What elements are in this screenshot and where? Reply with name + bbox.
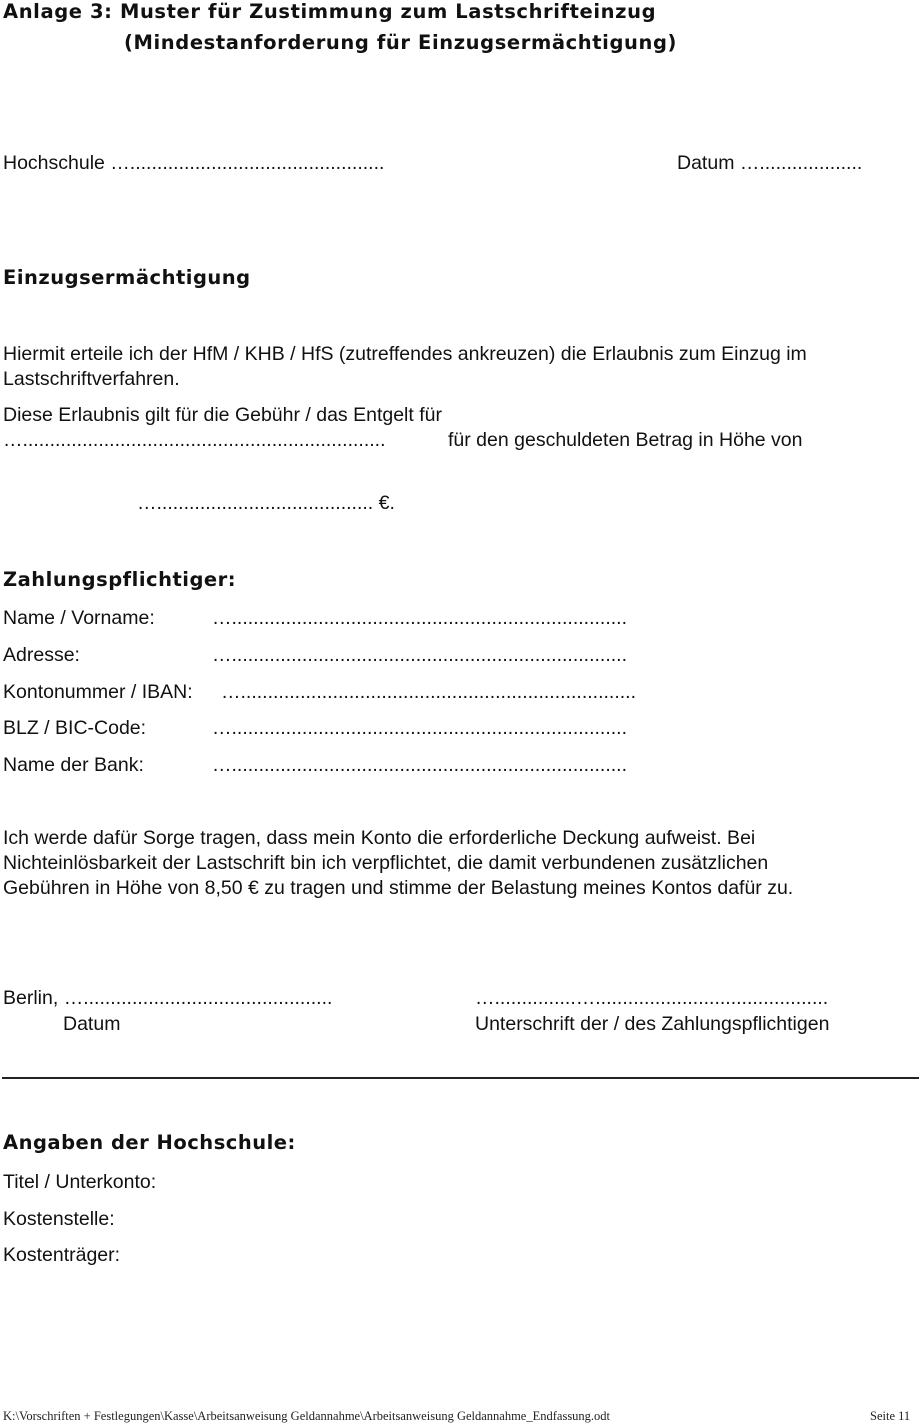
betrag-text: für den geschuldeten Betrag in Höhe von [448, 429, 803, 451]
iban-label: Kontonummer / IBAN: [3, 681, 193, 703]
footer-file-path: K:\Vorschriften + Festlegungen\Kasse\Arbeitsanweisung Geldannahme\Arbeitsanweisung Geldannahme_Endfassung.odt [3, 1409, 611, 1423]
bic-dots: …......................................................................... [212, 717, 627, 739]
pledge-line-3: Gebühren in Höhe von 8,50 € zu tragen und stimme der Belastung meines Kontos dafür zu. [3, 877, 794, 899]
school-heading: Angaben der Hochschule: [3, 1131, 296, 1154]
betrag-field: …........................................ €. [137, 492, 395, 514]
adresse-dots: …......................................................................... [212, 644, 627, 666]
signature-field: …...............…........................................... [475, 987, 829, 1009]
entgelt-text: Diese Erlaubnis gilt für die Gebühr / das Entgelt für [3, 404, 442, 426]
place-date-field: Berlin, ….............................................. [3, 987, 333, 1009]
adresse-label: Adresse: [3, 644, 80, 666]
signature-label: Unterschrift der / des Zahlungspflichtigen [475, 1013, 830, 1035]
date-label: Datum [63, 1013, 121, 1035]
name-vorname-dots: …......................................................................... [212, 607, 627, 629]
payer-heading: Zahlungspflichtiger: [3, 568, 237, 591]
iban-dots: …......................................................................... [221, 681, 636, 703]
pledge-line-1: Ich werde dafür Sorge tragen, dass mein Konto die erforderliche Deckung aufweist. Bei [3, 827, 756, 849]
einzug-heading: Einzugsermächtigung [3, 266, 251, 289]
pledge-line-2: Nichteinlösbarkeit der Lastschrift bin ich verpflichtet, die damit verbundenen zusätzlichen [3, 852, 769, 874]
bic-label: BLZ / BIC-Code: [3, 717, 147, 739]
datum-field: Datum …................... [677, 152, 863, 174]
name-vorname-label: Name / Vorname: [3, 607, 155, 629]
entgelt-dots: …................................................................... [3, 429, 386, 451]
kostentraeger-label: Kostenträger: [3, 1244, 121, 1266]
kostenstelle-label: Kostenstelle: [3, 1208, 115, 1230]
titel-unterkonto-label: Titel / Unterkonto: [3, 1171, 157, 1193]
document-title: Anlage 3: Muster für Zustimmung zum Lastschrifteinzug [3, 0, 657, 23]
document-subtitle: (Mindestanforderung für Einzugsermächtigung) [124, 31, 678, 54]
einzug-text-line-2: Lastschriftverfahren. [3, 368, 180, 390]
hochschule-field: Hochschule …............................................... [3, 152, 385, 174]
footer-page-number: Seite 11 [870, 1409, 911, 1423]
bank-name-label: Name der Bank: [3, 754, 144, 776]
bank-name-dots: …......................................................................... [212, 754, 627, 776]
section-divider [2, 1077, 919, 1079]
einzug-text-line-1: Hiermit erteile ich der HfM / KHB / HfS (zutreffendes ankreuzen) die Erlaubnis zum Einzug im [3, 343, 807, 365]
